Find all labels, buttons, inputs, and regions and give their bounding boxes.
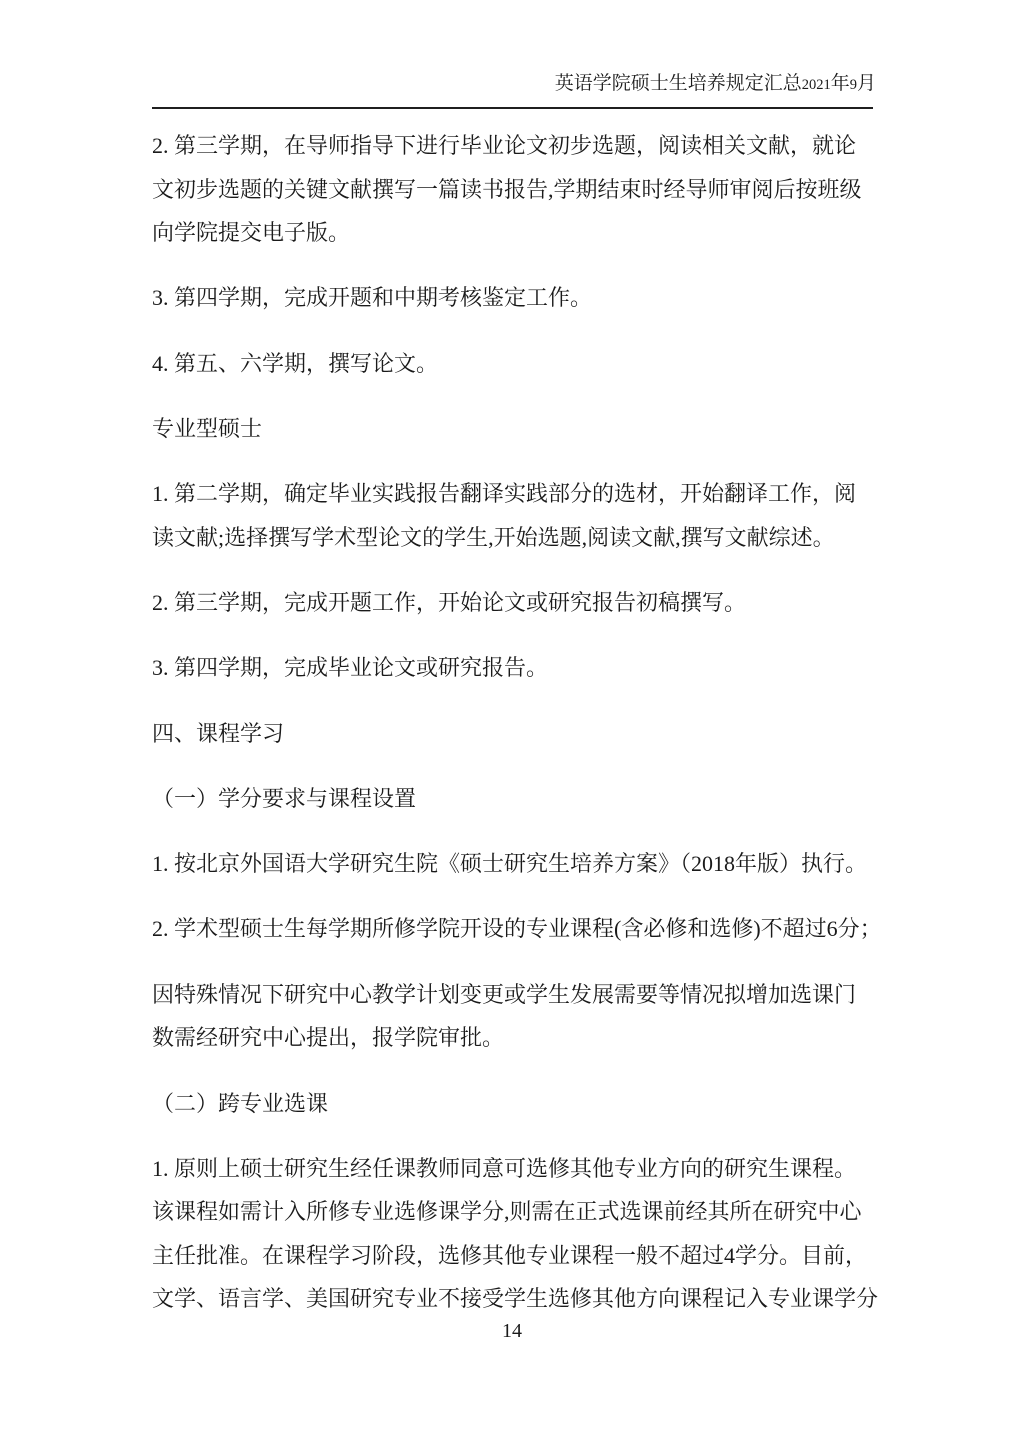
paragraph-line: 4. 第五、六学期，撰写论文。	[152, 350, 439, 376]
paragraph-line: 1. 原则上硕士研究生经任课教师同意可选修其他专业方向的研究生课程。	[152, 1155, 857, 1181]
paragraph-line: 2. 第三学期，完成开题工作，开始论文或研究报告初稿撰写。	[152, 589, 747, 615]
paragraph	[152, 842, 892, 886]
paragraph-line: 2. 第三学期，在导师指导下进行毕业论文初步选题，阅读相关文献，就论	[152, 133, 857, 158]
paragraph-line: 数需经研究中心提出，报学院审批。	[152, 1025, 505, 1051]
paragraph	[152, 276, 892, 320]
subsection-heading	[152, 777, 892, 821]
paragraph-line: 向学院提交电子版。	[152, 220, 351, 245]
paragraph-line: 文初步选题的关键文献撰写一篇读书报告,学期结束时经导师审阅后按班级	[152, 176, 862, 202]
paragraph-line: 3. 第四学期，完成开题和中期考核鉴定工作。	[152, 285, 593, 311]
page-header	[152, 68, 876, 95]
document-body	[152, 124, 892, 1343]
paragraph	[152, 472, 892, 559]
paragraph	[152, 907, 892, 951]
paragraph	[152, 342, 892, 386]
header-year-char: 年	[830, 73, 850, 94]
subsection-heading	[152, 1082, 892, 1126]
paragraph-line: （一）学分要求与课程设置	[152, 785, 417, 811]
header-year-number: 2021	[801, 77, 831, 93]
paragraph	[152, 581, 892, 625]
paragraph-line: 四、课程学习	[152, 720, 285, 746]
paragraph	[152, 124, 892, 255]
paragraph-line: 因特殊情况下研究中心教学计划变更或学生发展需要等情况拟增加选课门	[152, 981, 857, 1007]
paragraph-line: 3. 第四学期，完成毕业论文或研究报告。	[152, 655, 549, 681]
header-month-char: 月	[856, 73, 876, 94]
header-rule	[152, 107, 873, 109]
paragraph-line: 专业型硕士	[152, 415, 263, 441]
section-heading	[152, 407, 892, 451]
paragraph-line: （二）跨专业选课	[152, 1090, 329, 1116]
paragraph	[152, 973, 892, 1060]
section-heading	[152, 712, 892, 756]
paragraph	[152, 646, 892, 690]
header-title-text: 英语学院硕士生培养规定汇总	[554, 73, 802, 94]
paragraph-line: 文学、语言学、美国研究专业不接受学生选修其他方向课程记入专业课学分	[152, 1286, 879, 1312]
paragraph	[152, 1147, 892, 1321]
paragraph-line: 该课程如需计入所修专业选修课学分,则需在正式选课前经其所在研究中心	[152, 1199, 862, 1225]
paragraph-line: 1. 第二学期，确定毕业实践报告翻译实践部分的选材，开始翻译工作，阅	[152, 481, 857, 507]
header-month-number: 9	[849, 77, 857, 93]
paragraph-line: 读文献;选择撰写学术型论文的学生,开始选题,阅读文献,撰写文献综述。	[152, 524, 835, 550]
paragraph-line: 主任批准。在课程学习阶段，选修其他专业课程一般不超过4学分。目前，	[152, 1242, 868, 1268]
page-number: 14	[502, 1320, 522, 1342]
paragraph-line: 2. 学术型硕士生每学期所修学院开设的专业课程(含必修和选修)不超过6分；	[152, 916, 882, 942]
paragraph-line: 1. 按北京外国语大学研究生院《硕士研究生培养方案》（2018年版）执行。	[152, 851, 868, 877]
